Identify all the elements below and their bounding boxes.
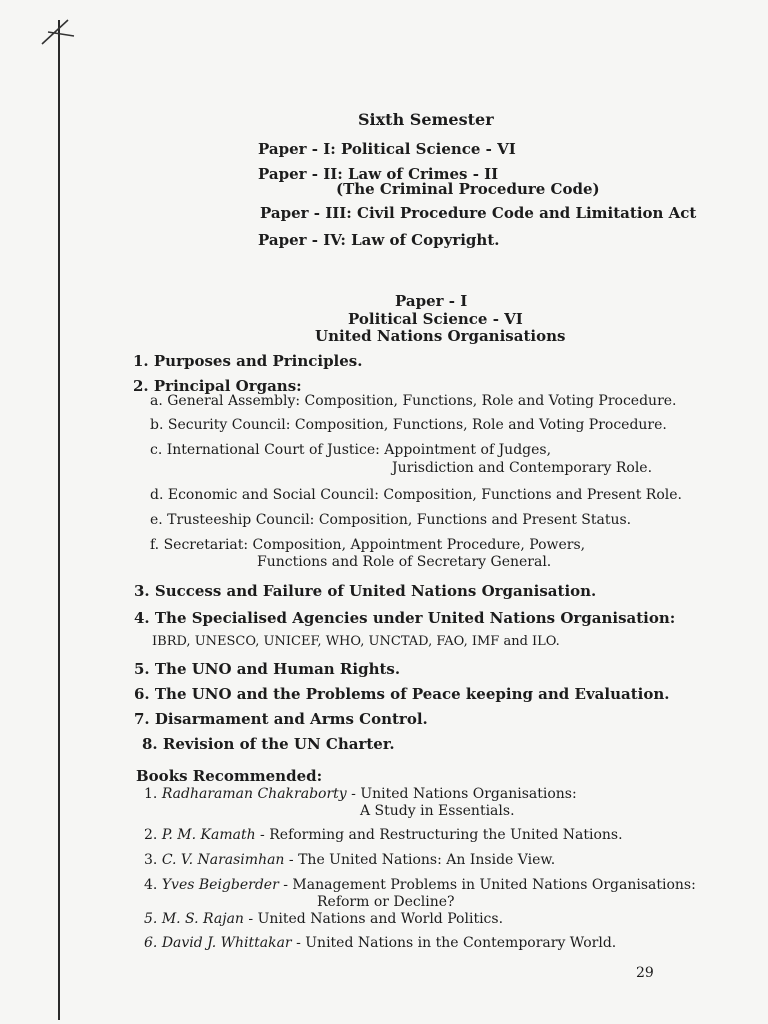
book-title: - United Nations in the Contemporary World. (291, 935, 617, 951)
paper-line-4: Paper - IV: Law of Copyright. (258, 231, 500, 249)
syllabus-item: 1. Purposes and Principles. (133, 352, 363, 370)
book-title-continued: Reform or Decline? (317, 894, 455, 910)
books-heading: Books Recommended: (136, 767, 323, 785)
book-title: - Management Problems in United Nations Organisations: (278, 877, 696, 893)
book-entry (144, 877, 696, 893)
margin-rule (58, 20, 60, 1020)
page-number: 29 (636, 965, 654, 981)
paper-line-2-sub: (The Criminal Procedure Code) (336, 180, 600, 198)
book-author: David J. Whittakar (161, 935, 292, 951)
book-entry (144, 827, 623, 843)
syllabus-item: 5. The UNO and Human Rights. (134, 660, 401, 678)
book-title: - Reforming and Restructuring the United Nations. (255, 827, 623, 843)
book-author: Radharaman Chakraborty (161, 786, 347, 802)
book-author: Yves Beigberder (161, 877, 279, 893)
book-title: - United Nations and World Politics. (243, 911, 504, 927)
book-entry (144, 935, 616, 951)
syllabus-item: 3. Success and Failure of United Nations Organisation. (134, 582, 597, 600)
organ-item: a. General Assembly: Composition, Functions, Role and Voting Procedure. (150, 393, 677, 409)
organ-item: f. Secretariat: Composition, Appointment Procedure, Powers, (150, 537, 586, 553)
book-entry (144, 911, 503, 927)
organ-item: e. Trusteeship Council: Composition, Functions and Present Status. (150, 512, 632, 528)
syllabus-item: 6. The UNO and the Problems of Peace keeping and Evaluation. (134, 685, 670, 703)
book-number: 2. (144, 827, 158, 843)
organ-item-continued: Jurisdiction and Contemporary Role. (392, 460, 653, 476)
organ-item: d. Economic and Social Council: Composition, Functions and Present Role. (150, 487, 682, 503)
book-number: 4. (144, 877, 158, 893)
book-author: P. M. Kamath (161, 827, 256, 843)
book-title-continued: A Study in Essentials. (360, 803, 515, 819)
paper-line-2: Paper - II: Law of Crimes - II (258, 165, 499, 183)
syllabus-item: 2. Principal Organs: (133, 377, 302, 395)
paper-line-1: Paper - I: Political Science - VI (258, 140, 516, 158)
book-entry (144, 852, 555, 868)
book-number: 1. (144, 786, 158, 802)
book-author: M. S. Rajan (161, 911, 244, 927)
organ-item: c. International Court of Justice: Appointment of Judges, (150, 442, 552, 458)
book-author: C. V. Narasimhan (161, 852, 285, 868)
section-subject: Political Science - VI (348, 310, 523, 328)
book-title: - The United Nations: An Inside View. (284, 852, 556, 868)
book-number: 5. (144, 911, 158, 927)
tick-mark-icon (38, 14, 78, 48)
paper-line-3: Paper - III: Civil Procedure Code and Limitation Act (260, 204, 697, 222)
syllabus-item: 4. The Specialised Agencies under United Nations Organisation: (134, 609, 676, 627)
book-entry (144, 786, 577, 802)
semester-title: Sixth Semester (358, 110, 494, 129)
book-number: 6. (144, 935, 158, 951)
agencies-list: IBRD, UNESCO, UNICEF, WHO, UNCTAD, FAO, IMF and ILO. (152, 634, 560, 649)
syllabus-item: 7. Disarmament and Arms Control. (134, 710, 428, 728)
organ-item-continued: Functions and Role of Secretary General. (257, 554, 552, 570)
section-paper: Paper - I (395, 292, 468, 310)
organ-item: b. Security Council: Composition, Functions, Role and Voting Procedure. (150, 417, 667, 433)
book-title: - United Nations Organisations: (346, 786, 577, 802)
syllabus-item: 8. Revision of the UN Charter. (142, 735, 395, 753)
section-topic: United Nations Organisations (315, 327, 566, 345)
book-number: 3. (144, 852, 158, 868)
